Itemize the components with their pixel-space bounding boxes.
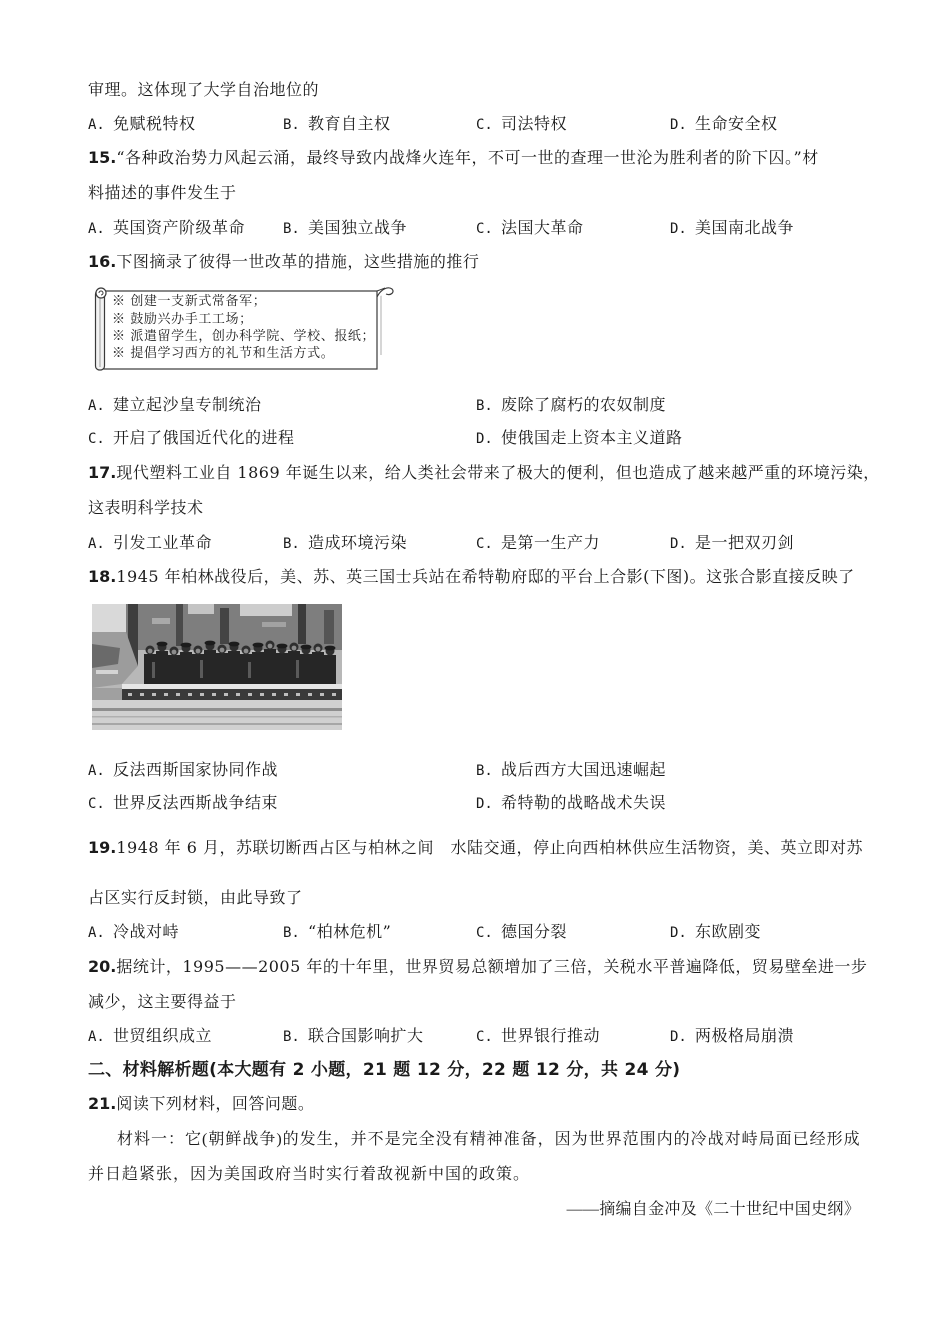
q19-option-b	[283, 922, 391, 942]
q18-stem-text: 1945 年柏林战役后，美、苏、英三国士兵站在希特勒府邸的平台上合影(下图)。这张合影直接反映了	[116, 567, 855, 586]
q19-stem-text: 1948 年 6 月，苏联切断西占区与柏林之间 水陆交通，停止向西柏林供应生活物资，美、英立即对苏	[116, 838, 864, 857]
option-label: B.	[476, 763, 493, 779]
option-label: D.	[670, 117, 687, 133]
option-label: D.	[670, 925, 687, 941]
q18-options-row-2	[0, 793, 950, 813]
option-label: C.	[476, 536, 493, 552]
option-label: C.	[476, 117, 493, 133]
option-text: 世贸组织成立	[113, 1026, 213, 1045]
q19-stem-line-2: 占区实行反封锁，由此导致了	[88, 888, 303, 907]
q16-option-c	[88, 428, 295, 448]
q20-options	[0, 1026, 950, 1046]
q14-option-d	[670, 114, 778, 134]
q15-option-d	[670, 218, 794, 238]
option-label: C.	[88, 431, 105, 447]
q18-option-a	[88, 760, 278, 780]
q21-stem-line-1	[88, 1094, 314, 1114]
q19-option-c	[476, 922, 567, 942]
option-text: 反法西斯国家协同作战	[113, 760, 279, 779]
option-label: A.	[88, 536, 105, 552]
option-label: D.	[670, 221, 687, 237]
q16-option-a	[88, 395, 262, 415]
option-text: 废除了腐朽的农奴制度	[501, 395, 667, 414]
q18-option-c	[88, 793, 278, 813]
option-label: D.	[476, 796, 493, 812]
q16-option-b	[476, 395, 666, 415]
option-label: B.	[283, 117, 300, 133]
option-label: A.	[88, 117, 105, 133]
option-text: 德国分裂	[501, 922, 568, 941]
option-text: 冷战对峙	[113, 922, 180, 941]
option-label: D.	[476, 431, 493, 447]
option-text: 免赋税特权	[113, 114, 196, 133]
q15-options	[0, 218, 950, 238]
q17-stem-line-2: 这表明科学技术	[88, 498, 204, 517]
option-label: C.	[476, 221, 493, 237]
option-text: 生命安全权	[695, 114, 778, 133]
q21-stem-text: 阅读下列材料，回答问题。	[116, 1094, 315, 1113]
q14-option-c	[476, 114, 567, 134]
material-source: ——摘编自金冲及《二十世纪中国史纲》	[566, 1201, 860, 1218]
option-text: 美国南北战争	[695, 218, 795, 237]
q17-options	[0, 533, 950, 553]
q20-option-c	[476, 1026, 600, 1046]
option-text: 司法特权	[501, 114, 568, 133]
section-heading: 二、材料解析题(本大题有 2 小题，21 题 12 分，22 题 12 分，共 24 分)	[88, 1060, 681, 1080]
option-text: 战后西方大国迅速崛起	[501, 760, 667, 779]
q20-stem-text: 据统计，1995——2005 年的十年里，世界贸易总额增加了三倍，关税水平普遍降低，贸易壁垒进一步	[116, 957, 868, 976]
q15-option-c	[476, 218, 584, 238]
q19-option-d	[670, 922, 761, 942]
option-text: 世界反法西斯战争结束	[113, 793, 279, 812]
option-text: “柏林危机”	[308, 922, 392, 941]
q19-stem-line-1	[88, 838, 863, 858]
q15-option-a	[88, 218, 245, 238]
q15-stem-line-2: 料描述的事件发生于	[88, 183, 237, 202]
option-text: 是一把双刃剑	[695, 533, 795, 552]
q17-option-b	[283, 533, 407, 553]
q16-options-row-2	[0, 428, 950, 448]
peter-reform-scroll-figure	[93, 285, 395, 373]
option-label: A.	[88, 1029, 105, 1045]
q15-stem-text: “各种政治势力风起云涌，最终导致内战烽火连年，不可一世的查理一世沦为胜利者的阶下囚。”材	[116, 148, 819, 167]
option-text: 英国资产阶级革命	[113, 218, 246, 237]
q17-number: 17.	[88, 463, 117, 482]
option-label: A.	[88, 398, 105, 414]
option-label: B.	[283, 221, 300, 237]
q17-option-c	[476, 533, 600, 553]
option-text: 是第一生产力	[501, 533, 601, 552]
option-label: B.	[283, 536, 300, 552]
q14-option-a	[88, 114, 196, 134]
q20-option-a	[88, 1026, 212, 1046]
q19-options	[0, 922, 950, 942]
q14-stem-line-1: 审理。这体现了大学自治地位的	[88, 80, 320, 99]
q16-options-row-1	[0, 395, 950, 415]
option-text: 联合国影响扩大	[308, 1026, 424, 1045]
material-line-2: 并日趋紧张，因为美国政府当时实行着敌视新中国的政策。	[88, 1166, 531, 1183]
scroll-item-4: ※ 提倡学习西方的礼节和生活方式。	[112, 346, 335, 361]
q16-option-d	[476, 428, 683, 448]
material-line-1: 材料一：它(朝鲜战争)的发生，并不是完全没有精神准备，因为世界范围内的冷战对峙局面已经形成	[117, 1131, 861, 1148]
q19-number: 19.	[88, 838, 117, 857]
q18-option-b	[476, 760, 666, 780]
q17-option-d	[670, 533, 794, 553]
q16-number: 16.	[88, 252, 117, 271]
option-label: B.	[476, 398, 493, 414]
q20-stem-line-1	[88, 957, 867, 977]
option-label: D.	[670, 1029, 687, 1045]
scroll-item-3: ※ 派遣留学生，创办科学院、学校、报纸；	[112, 329, 376, 344]
option-text: 世界银行推动	[501, 1026, 601, 1045]
q18-options-row-1	[0, 760, 950, 780]
option-text: 东欧剧变	[695, 922, 762, 941]
option-text: 希特勒的战略战术失误	[501, 793, 667, 812]
option-label: D.	[670, 536, 687, 552]
option-label: C.	[476, 925, 493, 941]
option-label: A.	[88, 763, 105, 779]
q19-option-a	[88, 922, 179, 942]
q17-option-a	[88, 533, 212, 553]
option-label: A.	[88, 925, 105, 941]
q15-stem-line-1	[88, 148, 819, 168]
q18-stem-line-1	[88, 567, 855, 587]
q17-stem-line-1	[88, 463, 880, 483]
q20-number: 20.	[88, 957, 117, 976]
q20-option-d	[670, 1026, 794, 1046]
q15-option-b	[283, 218, 407, 238]
q20-stem-line-2: 减少，这主要得益于	[88, 992, 237, 1011]
scroll-item-2: ※ 鼓励兴办手工工场；	[112, 312, 253, 327]
option-text: 教育自主权	[308, 114, 391, 133]
option-text: 建立起沙皇专制统治	[113, 395, 262, 414]
q16-stem-text: 下图摘录了彼得一世改革的措施，这些措施的推行	[116, 252, 480, 271]
q21-number: 21.	[88, 1094, 117, 1113]
option-label: A.	[88, 221, 105, 237]
option-text: 使俄国走上资本主义道路	[501, 428, 683, 447]
option-text: 引发工业革命	[113, 533, 213, 552]
q17-stem-text: 现代塑料工业自 1869 年诞生以来，给人类社会带来了极大的便利，但也造成了越来越严重的环境污染，	[116, 463, 880, 482]
q16-stem-line-1	[88, 252, 479, 272]
balcony-ledge	[122, 684, 342, 700]
q15-number: 15.	[88, 148, 117, 167]
q14-option-b	[283, 114, 391, 134]
q18-number: 18.	[88, 567, 117, 586]
option-label: C.	[88, 796, 105, 812]
option-text: 法国大革命	[501, 218, 584, 237]
q14-options	[0, 114, 950, 134]
option-text: 两极格局崩溃	[695, 1026, 795, 1045]
option-label: C.	[476, 1029, 493, 1045]
scroll-item-1: ※ 创建一支新式常备军；	[112, 294, 267, 309]
soldiers-balcony-photo	[92, 604, 342, 730]
option-text: 美国独立战争	[308, 218, 408, 237]
option-text: 开启了俄国近代化的进程	[113, 428, 295, 447]
option-label: B.	[283, 925, 300, 941]
q18-option-d	[476, 793, 666, 813]
option-text: 造成环境污染	[308, 533, 408, 552]
option-label: B.	[283, 1029, 300, 1045]
q20-option-b	[283, 1026, 424, 1046]
